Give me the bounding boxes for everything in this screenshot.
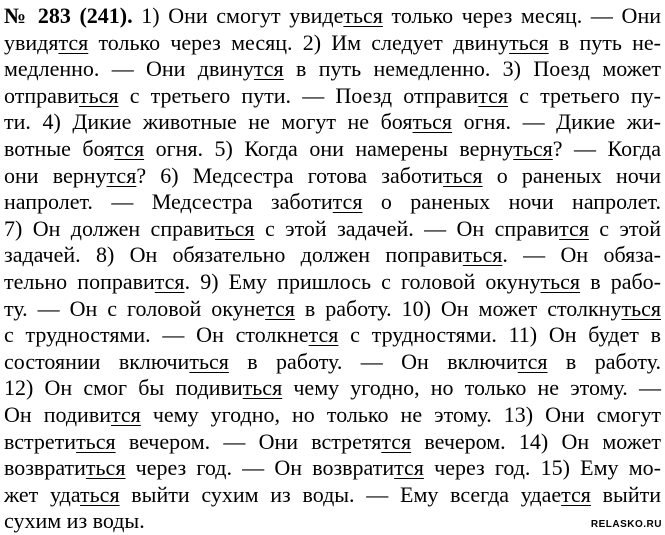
text-segment: в работу. 10) Он может столкну — [294, 295, 622, 321]
text-segment: отправи — [4, 82, 80, 108]
text-line — [4, 216, 661, 243]
watermark: RELASKO.RU — [590, 519, 662, 530]
text-line — [4, 296, 661, 323]
text-line — [4, 349, 661, 376]
underlined-suffix: тся — [394, 455, 424, 481]
text-segment: в работу. — Он включи — [228, 348, 518, 374]
underlined-suffix: тся — [106, 162, 137, 188]
underlined-suffix: ться — [79, 82, 119, 108]
exercise-number: № 283 (241). — [4, 3, 133, 28]
text-segment: вотные боя — [4, 135, 115, 161]
underlined-suffix: ться — [343, 3, 383, 28]
text-segment: задачей. 8) Он обязательно должен поправи — [4, 242, 463, 268]
text-segment: возврати — [4, 455, 86, 481]
text-segment: тельно поправи — [4, 268, 155, 294]
text-segment: 1) Они смогут увиде — [132, 3, 344, 28]
underlined-suffix: тся — [114, 135, 145, 161]
text-segment: о раненых ночи напролет. — [362, 189, 661, 215]
text-segment: в рабо- — [580, 268, 662, 294]
underlined-suffix: тся — [154, 268, 185, 294]
text-segment: с трудностями. — Он столкне — [4, 322, 309, 348]
text-segment: чему угодно, но только не этому. 13) Они смогут — [140, 401, 661, 427]
underlined-suffix: ться — [509, 29, 549, 55]
text-segment: ту. — Он с головой окуне — [4, 295, 266, 321]
text-line — [4, 269, 661, 296]
underlined-suffix: ться — [189, 348, 229, 374]
text-segment: ? — Когда — [552, 135, 662, 161]
underlined-suffix: тся — [517, 348, 548, 374]
text-segment: с третьего пу- — [508, 82, 661, 108]
text-line — [4, 322, 661, 349]
text-line — [4, 482, 661, 509]
text-line — [4, 375, 661, 402]
text-segment: ти. 4) Дикие животные не могут не боя — [4, 109, 413, 135]
text-segment: встрети — [4, 428, 77, 454]
text-line — [4, 429, 661, 456]
text-segment: чему угодно, но только не этому. — — [282, 375, 661, 401]
text-segment: состоянии включи — [4, 348, 190, 374]
underlined-suffix: тся — [308, 322, 339, 348]
text-segment: огня. 5) Когда они намерены верну — [144, 135, 514, 161]
text-segment: о раненых ночи — [482, 162, 662, 188]
text-line — [4, 3, 661, 30]
text-segment: через год. — Он возврати — [125, 455, 395, 481]
text-segment: в путь немедленно. 3) Поезд может — [283, 56, 661, 82]
text-segment: . — Он обяза- — [502, 242, 661, 268]
text-line — [4, 242, 661, 269]
text-segment: медленно. — Они двину — [4, 56, 254, 82]
text-line — [4, 189, 661, 216]
text-segment: только через месяц. — Они — [382, 3, 661, 28]
text-segment: в работу. — [547, 348, 661, 374]
text-segment: жет уда — [4, 481, 81, 507]
underlined-suffix: ться — [76, 428, 116, 454]
underlined-suffix: ться — [540, 268, 581, 294]
underlined-suffix: тся — [253, 56, 284, 82]
text-segment: выйти — [590, 481, 661, 507]
text-segment: ? 6) Медсестра готова заботи — [136, 162, 443, 188]
text-segment: огня. — Дикие жи- — [452, 109, 661, 135]
text-line — [4, 163, 661, 190]
text-line — [4, 136, 661, 163]
text-segment: с трудностями. 11) Он будет в — [338, 322, 661, 348]
text-segment: с этой задачей. — Он справи — [254, 215, 560, 241]
text-segment: выйти сухим из воды. — Ему всегда удае — [119, 481, 562, 507]
underlined-suffix: тся — [265, 295, 295, 321]
text-line — [4, 508, 661, 535]
underlined-suffix: тся — [561, 481, 591, 507]
underlined-suffix: ться — [412, 109, 453, 135]
text-line — [4, 402, 661, 429]
underlined-suffix: ться — [215, 215, 255, 241]
exercise-text — [4, 3, 661, 535]
text-segment: через год. 15) Ему мо- — [423, 455, 661, 481]
text-segment: вечером. — Они встретя — [115, 428, 382, 454]
underlined-suffix: тся — [381, 428, 412, 454]
underlined-suffix: ться — [85, 455, 126, 481]
text-segment: 7) Он должен справи — [4, 215, 216, 241]
text-segment: увидя — [4, 29, 59, 55]
text-segment: в путь не- — [548, 29, 661, 55]
text-segment: Он подиви — [4, 401, 111, 427]
text-line — [4, 30, 661, 57]
text-line — [4, 56, 661, 83]
text-segment: 12) Он смог бы подиви — [4, 375, 243, 401]
underlined-suffix: тся — [58, 29, 89, 55]
text-line — [4, 109, 661, 136]
underlined-suffix: ться — [242, 375, 283, 401]
underlined-suffix: ться — [80, 481, 120, 507]
text-segment: вечером. 14) Он может — [411, 428, 661, 454]
underlined-suffix: тся — [332, 189, 363, 215]
underlined-suffix: ться — [443, 162, 483, 188]
text-segment: только через месяц. 2) Им следует двину — [88, 29, 510, 55]
underlined-suffix: ться — [462, 242, 503, 268]
text-segment: с этой — [588, 215, 661, 241]
text-segment: напролет. — Медсестра заботи — [4, 189, 333, 215]
text-segment: они верну — [4, 162, 107, 188]
underlined-suffix: ться — [621, 295, 661, 321]
text-segment: с третьего пути. — Поезд отправи — [118, 82, 479, 108]
underlined-suffix: ться — [513, 135, 553, 161]
text-segment: сухим из воды. — [4, 508, 145, 534]
underlined-suffix: тся — [559, 215, 589, 241]
underlined-suffix: тся — [478, 82, 509, 108]
text-line — [4, 455, 661, 482]
text-segment: . 9) Ему пришлось с головой окуну — [184, 268, 541, 294]
underlined-suffix: тся — [111, 401, 141, 427]
text-line — [4, 83, 661, 110]
